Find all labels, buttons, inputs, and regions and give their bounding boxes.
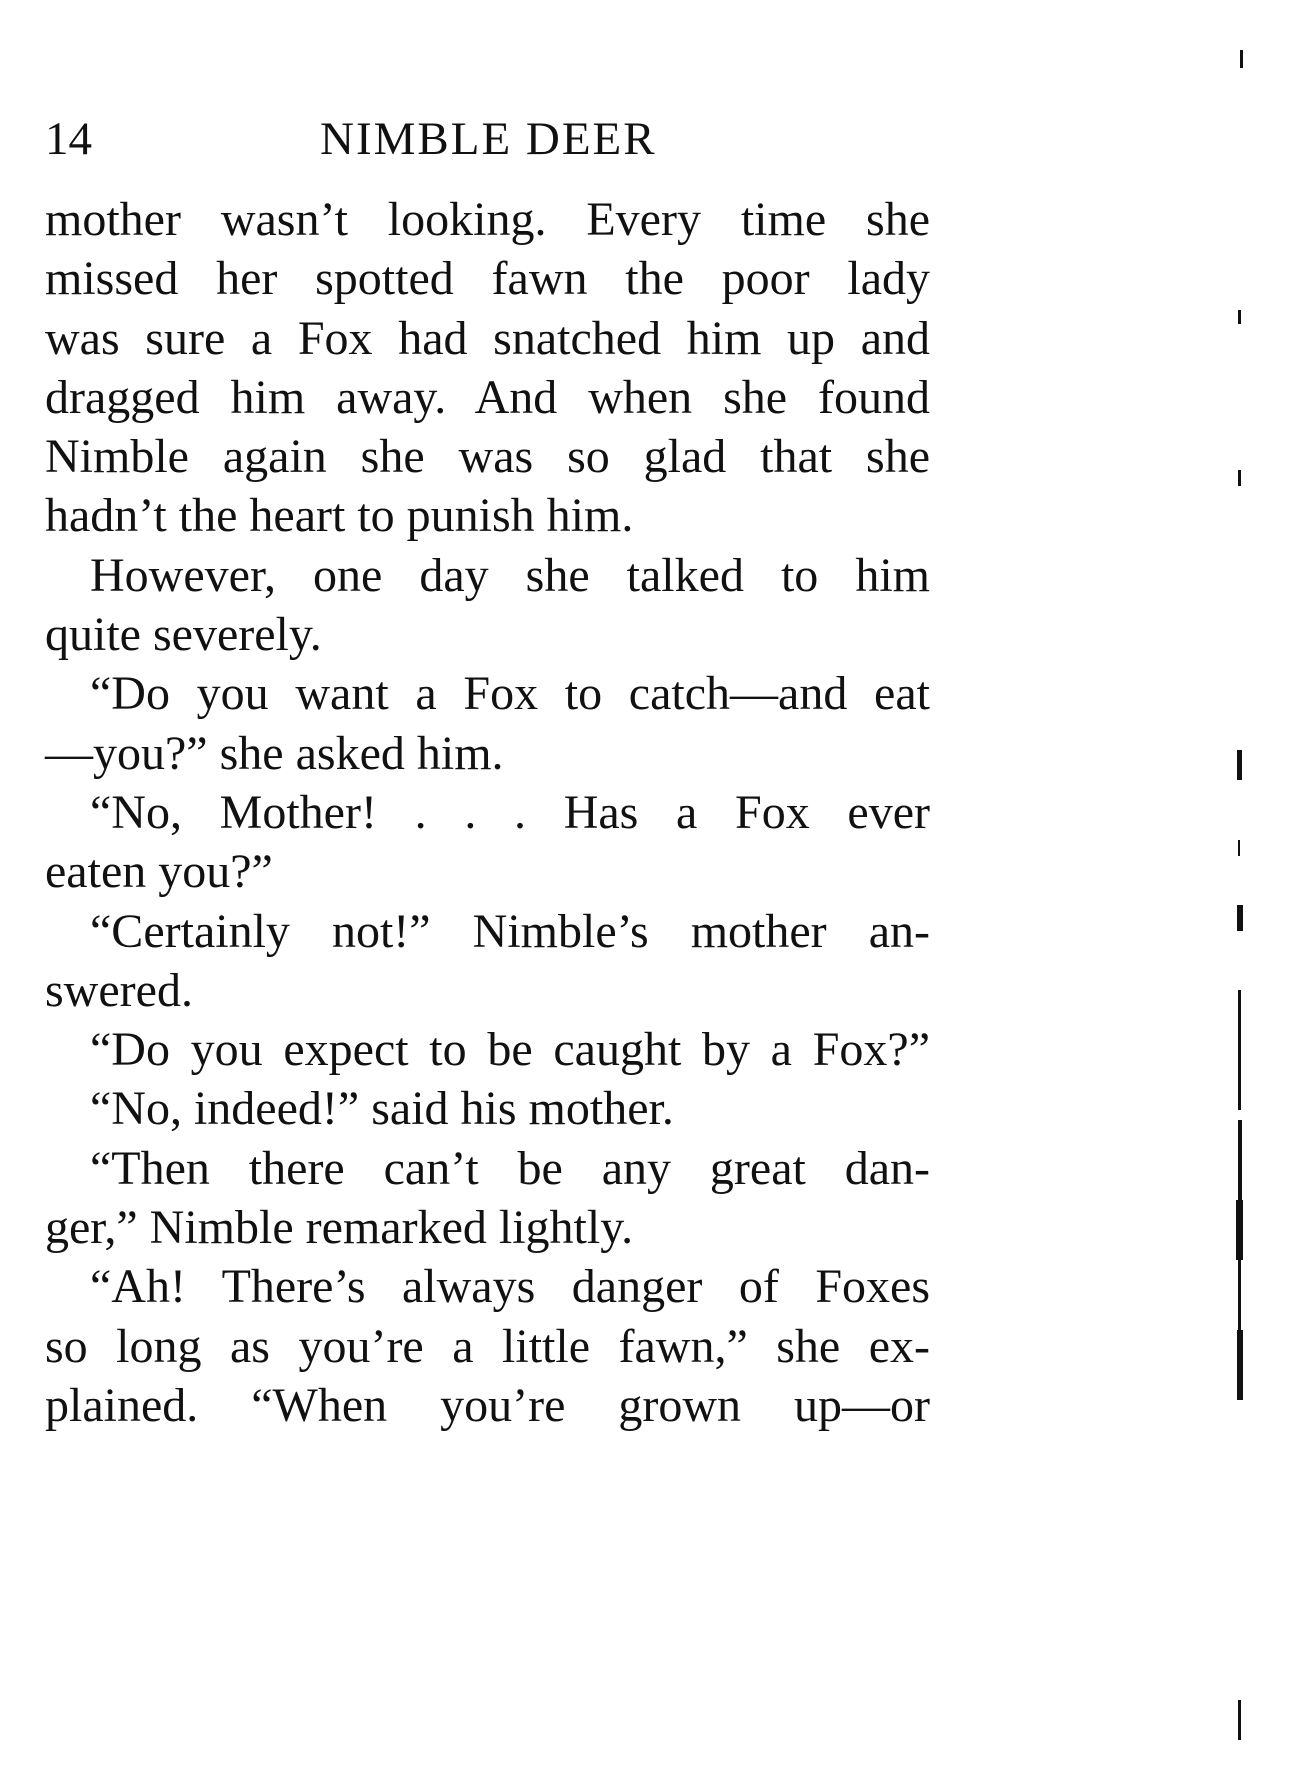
text-line: “Then there can’t be any great dan-	[90, 1141, 930, 1195]
text-line: “Ah! There’s always danger of Foxes	[90, 1260, 930, 1314]
text-line: “No, indeed!” said his mother.	[90, 1082, 674, 1136]
text-line: missed her spotted fawn the poor lady	[45, 252, 930, 306]
text-line: “Certainly not!” Nimble’s mother an-	[90, 904, 930, 958]
text-line: dragged him away. And when she found	[45, 370, 930, 424]
text-line: mother wasn’t looking. Every time she	[45, 193, 930, 246]
body-text	[45, 190, 1005, 1435]
text-line: hadn’t the heart to punish him.	[45, 489, 634, 543]
text-line: plained. “When you’re grown up—or	[45, 1378, 930, 1432]
text-line: “No, Mother! . . . Has a Fox ever	[90, 785, 930, 839]
text-line: quite severely.	[45, 608, 322, 662]
text-line: However, one day she talked to him	[90, 548, 930, 602]
text-line: swered.	[45, 963, 193, 1017]
text-line: “Do you want a Fox to catch—and eat	[90, 667, 930, 721]
page-header	[45, 112, 965, 182]
text-line: “Do you expect to be caught by a Fox?”	[90, 1023, 930, 1077]
text-line: —you?” she asked him.	[45, 726, 504, 780]
text-line: Nimble again she was so glad that she	[45, 430, 930, 484]
text-line: eaten you?”	[45, 845, 273, 899]
page-number: 14	[45, 113, 92, 165]
text-line: so long as you’re a little fawn,” she ex-	[45, 1319, 930, 1373]
scan-binding-edge	[1228, 40, 1258, 1740]
text-line: ger,” Nimble remarked lightly.	[45, 1201, 634, 1255]
text-line: was sure a Fox had snatched him up and	[45, 311, 930, 365]
running-title: NIMBLE DEER	[320, 113, 657, 165]
